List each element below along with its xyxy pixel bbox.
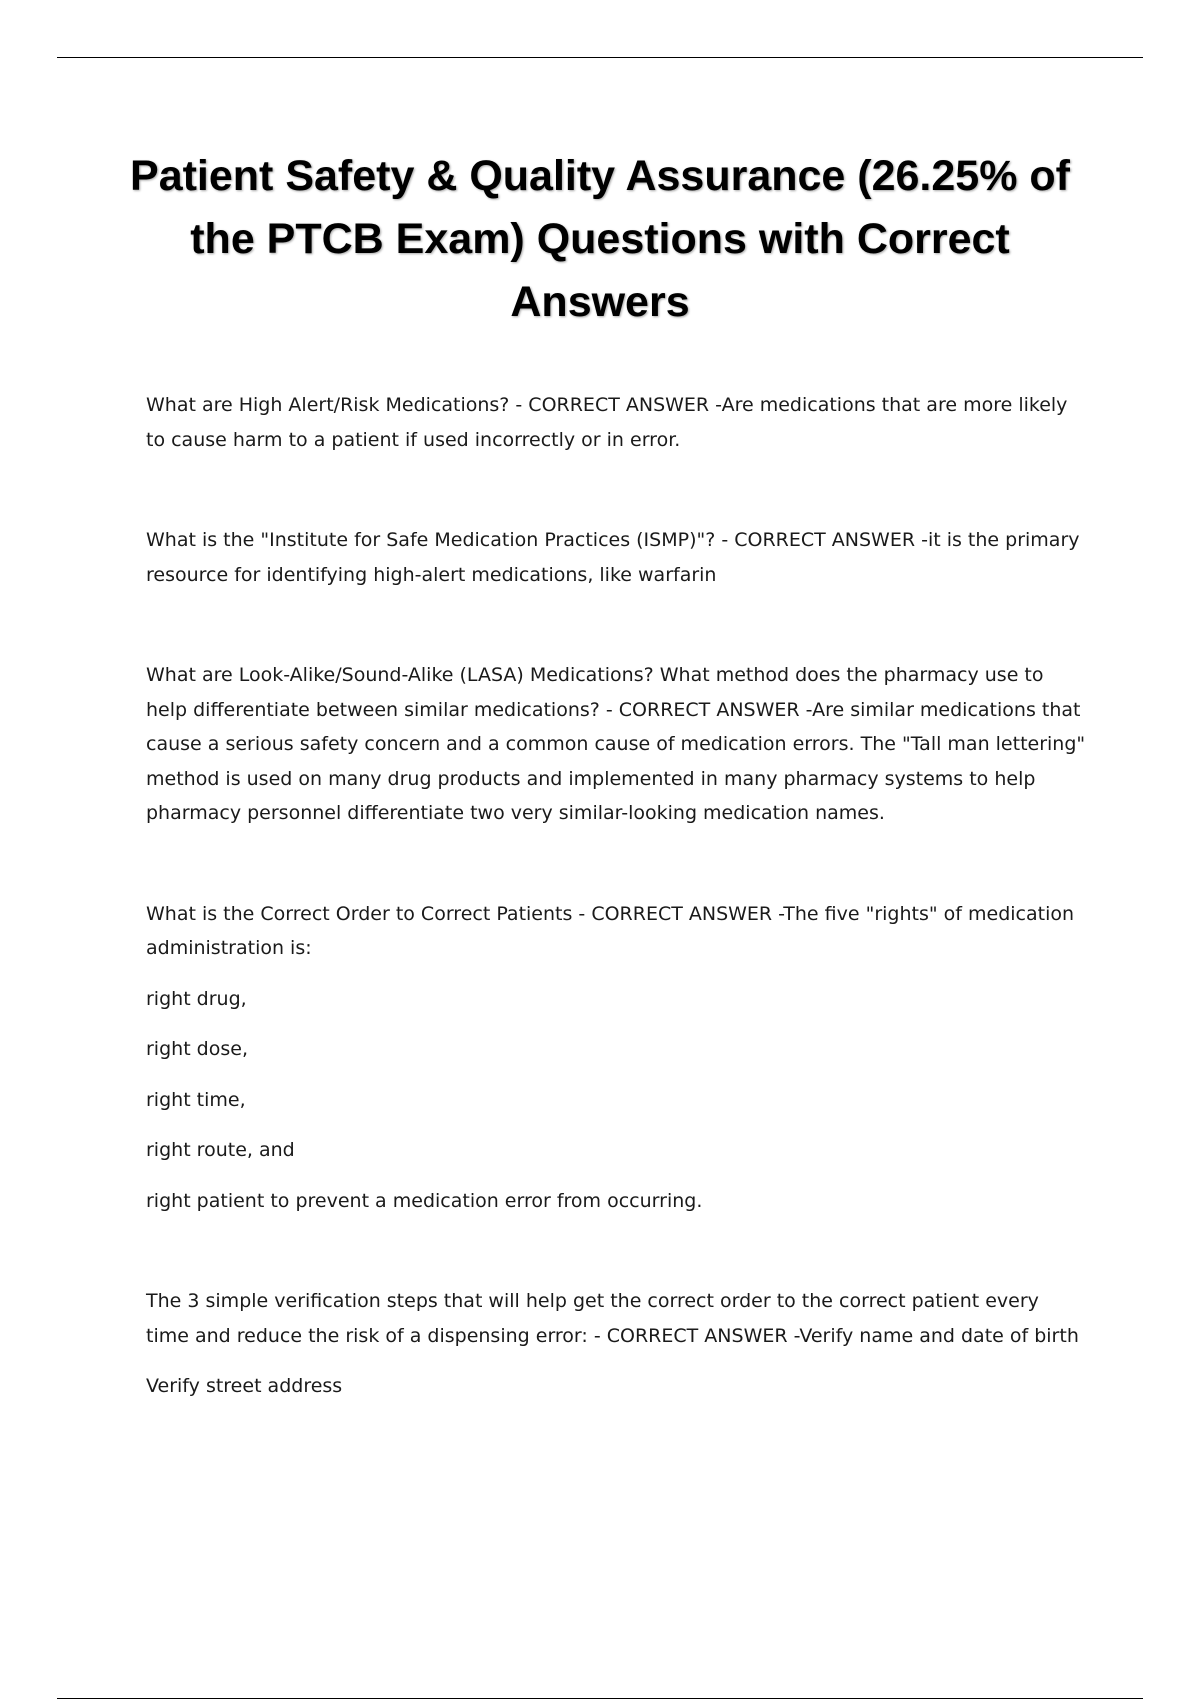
qa-item-five-rights [146, 897, 1086, 1219]
qa-text: What are High Alert/Risk Medications? - CORRECT ANSWER -Are medications that are more likely to cause harm to a patient if used incorrectly or in error. [146, 394, 1068, 451]
qa-list-line: right time, [146, 1088, 246, 1111]
qa-list-line: right dose, [146, 1038, 248, 1060]
document-body [146, 388, 1086, 1470]
qa-list-line: right patient to prevent a medication error from occurring. [146, 1189, 703, 1212]
top-divider [57, 57, 1143, 58]
qa-list-line: right drug, [146, 987, 247, 1010]
bottom-divider [57, 1698, 1143, 1699]
qa-item-lasa [146, 658, 1086, 831]
qa-text: The 3 simple verification steps that will help get the correct order to the correct patient every time and reduce the risk of a dispensing error: - CORRECT ANSWER -Verify name and date of birth [146, 1290, 1079, 1347]
qa-item-ismp [146, 523, 1086, 592]
document-title: Patient Safety & Quality Assurance (26.25% of the PTCB Exam) Questions with Correct Answers [130, 152, 1070, 326]
qa-text: What is the "Institute for Safe Medication Practices (ISMP)"? - CORRECT ANSWER -it is the primary resource for identifying high-alert medications, like warfarin [146, 529, 1080, 586]
qa-item-high-alert [146, 388, 1086, 457]
qa-list-line: right route, and [146, 1139, 295, 1161]
qa-item-verification-steps [146, 1284, 1086, 1404]
qa-text: What is the Correct Order to Correct Patients - CORRECT ANSWER -The five "rights" of medication administration is: [146, 902, 1075, 959]
qa-list-line: Verify street address [146, 1375, 343, 1397]
qa-text: What are Look-Alike/Sound-Alike (LASA) Medications? What method does the pharmacy use to help differentiate between similar medications? - CORRECT ANSWER -Are similar medications that cause a serious safety concern and a common cause of medication errors. The "Tall man lettering" method is used on many drug products and implemented in many pharmacy systems to help pharmacy personnel differentiate two very similar-looking medication names. [146, 664, 1086, 824]
